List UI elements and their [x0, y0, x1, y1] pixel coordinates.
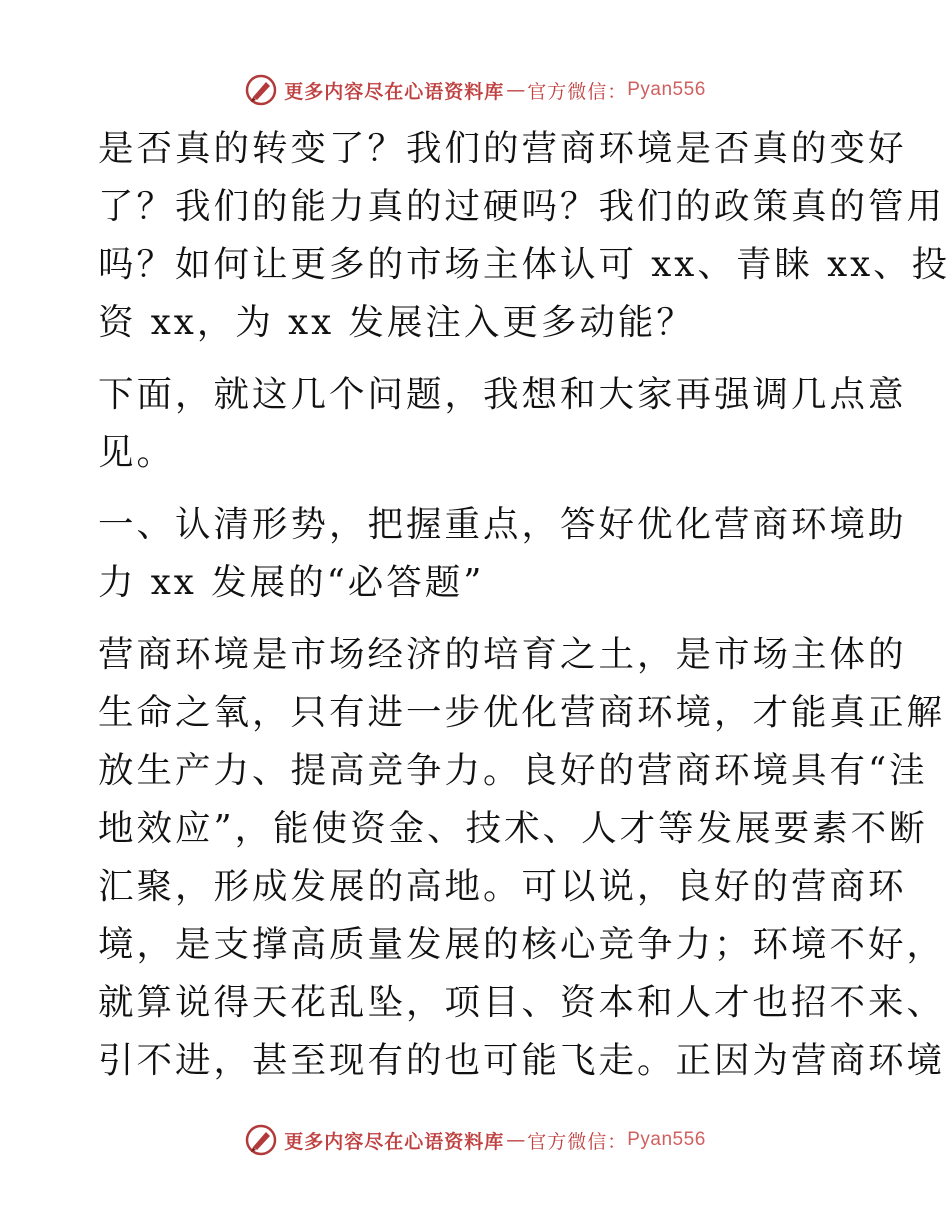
- section-heading-1: [98, 496, 907, 612]
- paragraph-1: [98, 120, 950, 352]
- text-line: 是否真的转变了？我们的营商环境是否真的变好: [98, 128, 907, 169]
- watermark-wechat-label: 官方微信：: [527, 1130, 628, 1153]
- text-line: 下面，就这几个问题，我想和大家再强调几点意: [98, 374, 907, 415]
- text-line: 一、认清形势，把握重点，答好优化营商环境助: [98, 504, 907, 545]
- watermark-wechat-label: 官方微信：: [527, 80, 628, 103]
- paragraph-2: [98, 366, 907, 482]
- text-line: 了？我们的能力真的过硬吗？我们的政策真的管用: [98, 186, 946, 227]
- watermark-site-name: 更多内容尽在心语资料库: [284, 1130, 505, 1153]
- watermark-wechat-id: Pyan556: [627, 1129, 706, 1150]
- document-body: [98, 120, 950, 1090]
- watermark-separator: —: [506, 79, 526, 101]
- text-line: 营商环境是市场经济的培育之土，是市场主体的: [98, 634, 907, 675]
- watermark-site-name: 更多内容尽在心语资料库: [284, 80, 505, 103]
- text-line: 资 xx，为 xx 发展注入更多动能？: [98, 302, 695, 343]
- text-line: 力 xx 发展的“必答题”: [98, 562, 485, 603]
- text-line: 生命之氧，只有进一步优化营商环境，才能真正解: [98, 692, 946, 733]
- text-line: 引不进，甚至现有的也可能飞走。正因为营商环境: [98, 1040, 946, 1081]
- footer-watermark: [0, 1120, 950, 1160]
- text-line: 放生产力、提高竞争力。良好的营商环境具有“洼: [98, 750, 928, 791]
- pen-logo-icon: [244, 73, 278, 107]
- text-line: 见。: [98, 432, 176, 473]
- text-line: 吗？如何让更多的市场主体认可 xx、青睐 xx、投: [98, 244, 950, 285]
- watermark-wechat-id: Pyan556: [627, 79, 706, 100]
- header-watermark: [0, 70, 950, 110]
- watermark-separator: —: [506, 1129, 526, 1151]
- text-line: 汇聚，形成发展的高地。可以说，良好的营商环: [98, 866, 907, 907]
- text-line: 地效应”，能使资金、技术、人才等发展要素不断: [98, 808, 928, 849]
- pen-logo-icon: [244, 1123, 278, 1157]
- text-line: 境，是支撑高质量发展的核心竞争力；环境不好，: [98, 924, 946, 965]
- text-line: 就算说得天花乱坠，项目、资本和人才也招不来、: [98, 982, 946, 1023]
- paragraph-3: [98, 626, 946, 1090]
